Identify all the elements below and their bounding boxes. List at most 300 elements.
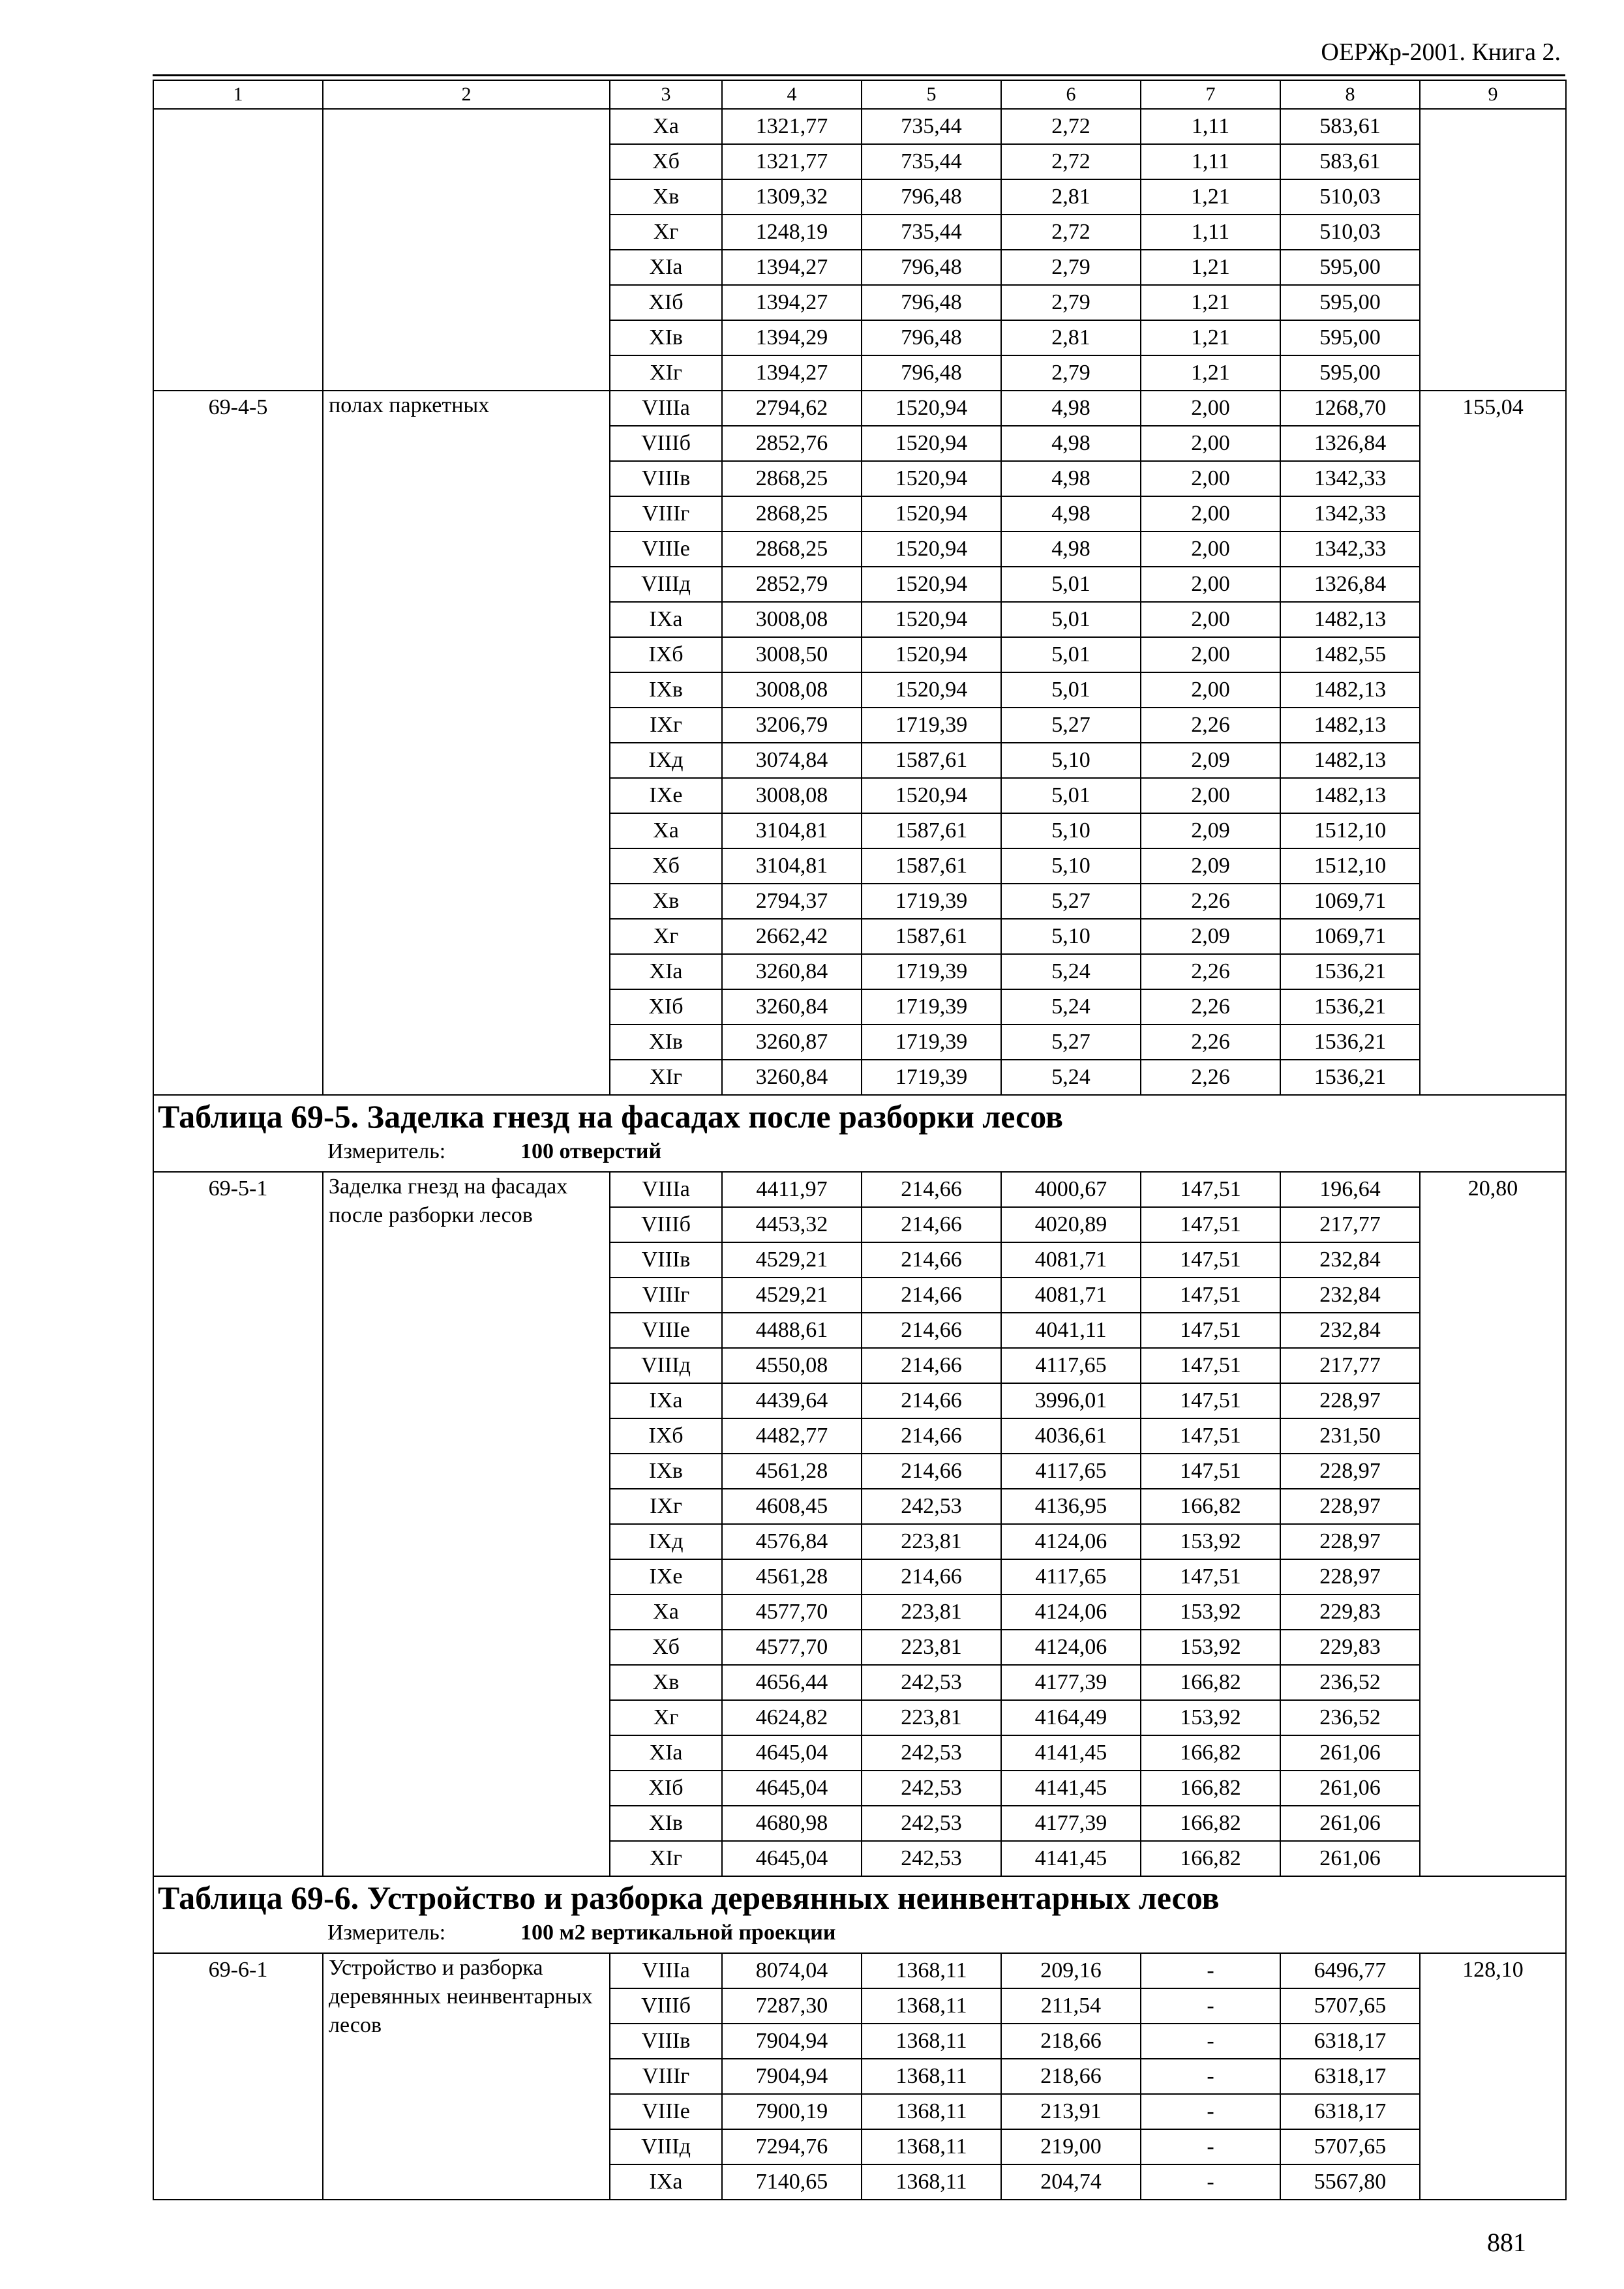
labor-hours: 20,80 (1420, 1172, 1566, 1876)
material-costs: 1482,13 (1280, 672, 1420, 708)
unit-label: Измеритель: (327, 1139, 446, 1163)
machine-costs: 4117,65 (1001, 1454, 1141, 1489)
running-header: ОЕРЖр-2001. Книга 2. (1321, 38, 1561, 66)
machine-costs: 5,10 (1001, 743, 1141, 778)
machinist-wages: 2,09 (1141, 743, 1280, 778)
column-number: 8 (1280, 80, 1420, 109)
direct-costs: 4561,28 (722, 1454, 862, 1489)
machinist-wages: - (1141, 1953, 1280, 1988)
worker-wages: 1719,39 (862, 954, 1001, 989)
direct-costs: 3206,79 (722, 708, 862, 743)
column-number: 6 (1001, 80, 1141, 109)
material-costs: 1326,84 (1280, 426, 1420, 461)
price-table (153, 80, 1567, 2200)
material-costs: 236,52 (1280, 1700, 1420, 1735)
column-number: 7 (1141, 80, 1280, 109)
worker-wages: 214,66 (862, 1207, 1001, 1242)
direct-costs: 3008,08 (722, 602, 862, 637)
page-number: 881 (1487, 2228, 1526, 2257)
material-costs: 1512,10 (1280, 813, 1420, 848)
material-costs: 232,84 (1280, 1313, 1420, 1348)
machine-costs: 4000,67 (1001, 1172, 1141, 1207)
worker-wages: 1520,94 (862, 531, 1001, 567)
machinist-wages: 147,51 (1141, 1278, 1280, 1313)
worker-wages: 223,81 (862, 1630, 1001, 1665)
region-code: IXa (610, 1383, 722, 1418)
machinist-wages: 166,82 (1141, 1771, 1280, 1806)
material-costs: 228,97 (1280, 1454, 1420, 1489)
worker-wages: 1368,11 (862, 2164, 1001, 2200)
direct-costs: 4529,21 (722, 1242, 862, 1278)
material-costs: 236,52 (1280, 1665, 1420, 1700)
table-row (153, 391, 1566, 426)
machinist-wages: 1,21 (1141, 250, 1280, 285)
material-costs: 1536,21 (1280, 989, 1420, 1025)
machinist-wages: 2,00 (1141, 567, 1280, 602)
worker-wages: 1587,61 (862, 919, 1001, 954)
machine-costs: 5,24 (1001, 1060, 1141, 1095)
worker-wages: 796,48 (862, 320, 1001, 355)
material-costs: 228,97 (1280, 1559, 1420, 1594)
table-row (153, 1172, 1566, 1207)
material-costs: 1482,13 (1280, 743, 1420, 778)
machine-costs: 5,01 (1001, 637, 1141, 672)
labor-hours (1420, 109, 1566, 391)
machine-costs: 218,66 (1001, 2059, 1141, 2094)
material-costs: 1342,33 (1280, 531, 1420, 567)
direct-costs: 3104,81 (722, 848, 862, 884)
worker-wages: 1368,11 (862, 2129, 1001, 2164)
material-costs: 583,61 (1280, 144, 1420, 179)
region-code: VIIIa (610, 1953, 722, 1988)
column-number-row (153, 80, 1566, 109)
machine-costs: 4020,89 (1001, 1207, 1141, 1242)
direct-costs: 7904,94 (722, 2059, 862, 2094)
direct-costs: 2868,25 (722, 496, 862, 531)
region-code: XIг (610, 355, 722, 391)
worker-wages: 1368,11 (862, 2024, 1001, 2059)
machinist-wages: 2,26 (1141, 989, 1280, 1025)
worker-wages: 1520,94 (862, 672, 1001, 708)
direct-costs: 2868,25 (722, 461, 862, 496)
material-costs: 1482,13 (1280, 602, 1420, 637)
worker-wages: 214,66 (862, 1418, 1001, 1454)
machine-costs: 2,79 (1001, 250, 1141, 285)
region-code: IXa (610, 2164, 722, 2200)
material-costs: 228,97 (1280, 1524, 1420, 1559)
region-code: VIIIв (610, 461, 722, 496)
direct-costs: 3074,84 (722, 743, 862, 778)
machine-costs: 2,79 (1001, 355, 1141, 391)
machine-costs: 4041,11 (1001, 1313, 1141, 1348)
material-costs: 232,84 (1280, 1242, 1420, 1278)
direct-costs: 3260,84 (722, 954, 862, 989)
machinist-wages: - (1141, 2059, 1280, 2094)
machinist-wages: 166,82 (1141, 1665, 1280, 1700)
direct-costs: 1394,27 (722, 250, 862, 285)
region-code: VIIIe (610, 1313, 722, 1348)
region-code: XIб (610, 285, 722, 320)
material-costs: 5707,65 (1280, 2129, 1420, 2164)
section-header-row (153, 1876, 1566, 1953)
region-code: VIIIe (610, 531, 722, 567)
machine-costs: 4124,06 (1001, 1524, 1141, 1559)
machinist-wages: 147,51 (1141, 1559, 1280, 1594)
table-body (153, 80, 1566, 2200)
machinist-wages: 153,92 (1141, 1630, 1280, 1665)
region-code: VIIIa (610, 1172, 722, 1207)
region-code: IXб (610, 637, 722, 672)
material-costs: 1342,33 (1280, 496, 1420, 531)
worker-wages: 1520,94 (862, 496, 1001, 531)
machinist-wages: - (1141, 1988, 1280, 2024)
material-costs: 1536,21 (1280, 1025, 1420, 1060)
machine-costs: 2,81 (1001, 320, 1141, 355)
worker-wages: 1587,61 (862, 848, 1001, 884)
machinist-wages: 147,51 (1141, 1242, 1280, 1278)
direct-costs: 4561,28 (722, 1559, 862, 1594)
direct-costs: 3008,50 (722, 637, 862, 672)
direct-costs: 4482,77 (722, 1418, 862, 1454)
region-code: XIб (610, 1771, 722, 1806)
direct-costs: 4576,84 (722, 1524, 862, 1559)
machinist-wages: 166,82 (1141, 1841, 1280, 1876)
machinist-wages: 2,00 (1141, 391, 1280, 426)
worker-wages: 242,53 (862, 1771, 1001, 1806)
region-code: Xб (610, 1630, 722, 1665)
machine-costs: 2,72 (1001, 215, 1141, 250)
rate-code: 69-6-1 (153, 1953, 323, 2200)
worker-wages: 242,53 (862, 1489, 1001, 1524)
material-costs: 232,84 (1280, 1278, 1420, 1313)
column-number: 3 (610, 80, 722, 109)
material-costs: 6318,17 (1280, 2024, 1420, 2059)
machinist-wages: 2,00 (1141, 531, 1280, 567)
machinist-wages: 2,00 (1141, 672, 1280, 708)
machinist-wages: 1,11 (1141, 109, 1280, 144)
material-costs: 1536,21 (1280, 1060, 1420, 1095)
column-number: 9 (1420, 80, 1566, 109)
machinist-wages: 2,00 (1141, 496, 1280, 531)
machine-costs: 4141,45 (1001, 1771, 1141, 1806)
worker-wages: 1520,94 (862, 426, 1001, 461)
machinist-wages: 2,00 (1141, 602, 1280, 637)
direct-costs: 4488,61 (722, 1313, 862, 1348)
worker-wages: 1368,11 (862, 2094, 1001, 2129)
machine-costs: 4117,65 (1001, 1348, 1141, 1383)
region-code: IXб (610, 1418, 722, 1454)
machinist-wages: 153,92 (1141, 1524, 1280, 1559)
machinist-wages: 147,51 (1141, 1313, 1280, 1348)
region-code: IXг (610, 1489, 722, 1524)
worker-wages: 242,53 (862, 1665, 1001, 1700)
direct-costs: 4550,08 (722, 1348, 862, 1383)
machinist-wages: 166,82 (1141, 1489, 1280, 1524)
machinist-wages: 1,21 (1141, 355, 1280, 391)
worker-wages: 214,66 (862, 1278, 1001, 1313)
machine-costs: 5,01 (1001, 602, 1141, 637)
machine-costs: 4164,49 (1001, 1700, 1141, 1735)
direct-costs: 1309,32 (722, 179, 862, 215)
machinist-wages: - (1141, 2094, 1280, 2129)
region-code: VIIIв (610, 1242, 722, 1278)
machinist-wages: 2,26 (1141, 1025, 1280, 1060)
rate-code (153, 109, 323, 391)
worker-wages: 223,81 (862, 1594, 1001, 1630)
material-costs: 510,03 (1280, 179, 1420, 215)
worker-wages: 796,48 (862, 355, 1001, 391)
region-code: VIIIa (610, 391, 722, 426)
region-code: Xб (610, 848, 722, 884)
material-costs: 5707,65 (1280, 1988, 1420, 2024)
section-header (153, 1876, 1566, 1953)
direct-costs: 7294,76 (722, 2129, 862, 2164)
machinist-wages: 147,51 (1141, 1172, 1280, 1207)
region-code: VIIIг (610, 496, 722, 531)
direct-costs: 4453,32 (722, 1207, 862, 1242)
region-code: XIв (610, 1806, 722, 1841)
worker-wages: 1587,61 (862, 813, 1001, 848)
worker-wages: 1368,11 (862, 1988, 1001, 2024)
worker-wages: 1719,39 (862, 1025, 1001, 1060)
machinist-wages: 2,26 (1141, 884, 1280, 919)
material-costs: 1069,71 (1280, 919, 1420, 954)
region-code: VIIIб (610, 426, 722, 461)
machinist-wages: 147,51 (1141, 1454, 1280, 1489)
machinist-wages: 1,11 (1141, 144, 1280, 179)
machine-costs: 4,98 (1001, 426, 1141, 461)
machine-costs: 4081,71 (1001, 1278, 1141, 1313)
work-description: Заделка гнезд на фасадах после разборки лесов (323, 1172, 610, 1876)
worker-wages: 796,48 (862, 285, 1001, 320)
measurement-unit (154, 1139, 1565, 1165)
machine-costs: 4177,39 (1001, 1665, 1141, 1700)
region-code: VIIIг (610, 1278, 722, 1313)
column-number: 5 (862, 80, 1001, 109)
machine-costs: 211,54 (1001, 1988, 1141, 2024)
material-costs: 1482,13 (1280, 778, 1420, 813)
machinist-wages: 2,09 (1141, 919, 1280, 954)
direct-costs: 4624,82 (722, 1700, 862, 1735)
region-code: IXг (610, 708, 722, 743)
machine-costs: 4124,06 (1001, 1630, 1141, 1665)
machine-costs: 4117,65 (1001, 1559, 1141, 1594)
machine-costs: 4124,06 (1001, 1594, 1141, 1630)
machine-costs: 204,74 (1001, 2164, 1141, 2200)
machinist-wages: 2,00 (1141, 778, 1280, 813)
worker-wages: 735,44 (862, 215, 1001, 250)
direct-costs: 4529,21 (722, 1278, 862, 1313)
machinist-wages: 2,09 (1141, 848, 1280, 884)
direct-costs: 7900,19 (722, 2094, 862, 2129)
worker-wages: 214,66 (862, 1348, 1001, 1383)
material-costs: 1342,33 (1280, 461, 1420, 496)
column-number: 2 (323, 80, 610, 109)
machine-costs: 4141,45 (1001, 1841, 1141, 1876)
region-code: IXд (610, 1524, 722, 1559)
section-header-row (153, 1095, 1566, 1172)
machinist-wages: 166,82 (1141, 1735, 1280, 1771)
region-code: VIIIв (610, 2024, 722, 2059)
material-costs: 595,00 (1280, 355, 1420, 391)
worker-wages: 1719,39 (862, 989, 1001, 1025)
machine-costs: 4,98 (1001, 461, 1141, 496)
direct-costs: 7140,65 (722, 2164, 862, 2200)
direct-costs: 7287,30 (722, 1988, 862, 2024)
material-costs: 1536,21 (1280, 954, 1420, 989)
worker-wages: 1719,39 (862, 708, 1001, 743)
worker-wages: 1520,94 (862, 602, 1001, 637)
region-code: XIв (610, 1025, 722, 1060)
material-costs: 595,00 (1280, 250, 1420, 285)
region-code: XIб (610, 989, 722, 1025)
machine-costs: 4,98 (1001, 391, 1141, 426)
direct-costs: 4439,64 (722, 1383, 862, 1418)
material-costs: 510,03 (1280, 215, 1420, 250)
machinist-wages: 166,82 (1141, 1806, 1280, 1841)
worker-wages: 242,53 (862, 1735, 1001, 1771)
labor-hours: 128,10 (1420, 1953, 1566, 2200)
machinist-wages: 1,11 (1141, 215, 1280, 250)
direct-costs: 2852,76 (722, 426, 862, 461)
machine-costs: 5,01 (1001, 778, 1141, 813)
machine-costs: 3996,01 (1001, 1383, 1141, 1418)
machine-costs: 5,27 (1001, 884, 1141, 919)
machine-costs: 2,79 (1001, 285, 1141, 320)
machine-costs: 2,72 (1001, 144, 1141, 179)
section-title: Таблица 69-5. Заделка гнезд на фасадах после разборки лесов (158, 1098, 1064, 1135)
machinist-wages: 147,51 (1141, 1348, 1280, 1383)
unit-value: 100 м2 вертикальной проекции (520, 1921, 836, 1945)
region-code: Xa (610, 813, 722, 848)
machinist-wages: 1,21 (1141, 179, 1280, 215)
region-code: VIIIб (610, 1988, 722, 2024)
measurement-unit (154, 1920, 1565, 1946)
direct-costs: 1394,29 (722, 320, 862, 355)
region-code: XIв (610, 320, 722, 355)
worker-wages: 214,66 (862, 1172, 1001, 1207)
direct-costs: 4577,70 (722, 1630, 862, 1665)
worker-wages: 735,44 (862, 144, 1001, 179)
material-costs: 6496,77 (1280, 1953, 1420, 1988)
worker-wages: 1520,94 (862, 461, 1001, 496)
region-code: Xв (610, 179, 722, 215)
section-header (153, 1095, 1566, 1172)
machine-costs: 5,24 (1001, 989, 1141, 1025)
material-costs: 229,83 (1280, 1630, 1420, 1665)
direct-costs: 8074,04 (722, 1953, 862, 1988)
machinist-wages: - (1141, 2164, 1280, 2200)
machine-costs: 209,16 (1001, 1953, 1141, 1988)
region-code: XIa (610, 954, 722, 989)
machinist-wages: 2,00 (1141, 426, 1280, 461)
direct-costs: 2852,79 (722, 567, 862, 602)
region-code: IXд (610, 743, 722, 778)
direct-costs: 7904,94 (722, 2024, 862, 2059)
worker-wages: 1719,39 (862, 1060, 1001, 1095)
table-row (153, 109, 1566, 144)
work-description: полах паркетных (323, 391, 610, 1095)
material-costs: 1512,10 (1280, 848, 1420, 884)
direct-costs: 4411,97 (722, 1172, 862, 1207)
rate-code: 69-5-1 (153, 1172, 323, 1876)
machine-costs: 5,27 (1001, 708, 1141, 743)
direct-costs: 2794,62 (722, 391, 862, 426)
direct-costs: 4577,70 (722, 1594, 862, 1630)
machinist-wages: 1,21 (1141, 320, 1280, 355)
machine-costs: 5,01 (1001, 567, 1141, 602)
material-costs: 231,50 (1280, 1418, 1420, 1454)
region-code: XIa (610, 250, 722, 285)
direct-costs: 1321,77 (722, 144, 862, 179)
labor-hours: 155,04 (1420, 391, 1566, 1095)
machine-costs: 219,00 (1001, 2129, 1141, 2164)
machine-costs: 5,10 (1001, 813, 1141, 848)
material-costs: 1268,70 (1280, 391, 1420, 426)
worker-wages: 735,44 (862, 109, 1001, 144)
region-code: Xг (610, 1700, 722, 1735)
machine-costs: 4141,45 (1001, 1735, 1141, 1771)
machinist-wages: 2,00 (1141, 637, 1280, 672)
machinist-wages: 147,51 (1141, 1383, 1280, 1418)
direct-costs: 3104,81 (722, 813, 862, 848)
machine-costs: 5,27 (1001, 1025, 1141, 1060)
direct-costs: 4680,98 (722, 1806, 862, 1841)
worker-wages: 242,53 (862, 1841, 1001, 1876)
region-code: VIIIб (610, 1207, 722, 1242)
material-costs: 1482,55 (1280, 637, 1420, 672)
region-code: Xa (610, 109, 722, 144)
direct-costs: 3260,84 (722, 989, 862, 1025)
direct-costs: 4608,45 (722, 1489, 862, 1524)
machinist-wages: 1,21 (1141, 285, 1280, 320)
region-code: VIIIд (610, 567, 722, 602)
machinist-wages: - (1141, 2024, 1280, 2059)
region-code: VIIIe (610, 2094, 722, 2129)
material-costs: 1482,13 (1280, 708, 1420, 743)
material-costs: 228,97 (1280, 1383, 1420, 1418)
region-code: Xб (610, 144, 722, 179)
machine-costs: 5,24 (1001, 954, 1141, 989)
material-costs: 583,61 (1280, 109, 1420, 144)
machine-costs: 5,10 (1001, 848, 1141, 884)
machine-costs: 213,91 (1001, 2094, 1141, 2129)
work-description: Устройство и разборка деревянных неинвентарных лесов (323, 1953, 610, 2200)
worker-wages: 214,66 (862, 1313, 1001, 1348)
direct-costs: 3260,84 (722, 1060, 862, 1095)
material-costs: 1069,71 (1280, 884, 1420, 919)
table-row (153, 1953, 1566, 1988)
material-costs: 595,00 (1280, 285, 1420, 320)
worker-wages: 1520,94 (862, 637, 1001, 672)
worker-wages: 214,66 (862, 1383, 1001, 1418)
direct-costs: 4656,44 (722, 1665, 862, 1700)
worker-wages: 223,81 (862, 1700, 1001, 1735)
direct-costs: 3008,08 (722, 672, 862, 708)
direct-costs: 3008,08 (722, 778, 862, 813)
machinist-wages: 2,00 (1141, 461, 1280, 496)
machine-costs: 4036,61 (1001, 1418, 1141, 1454)
machine-costs: 4136,95 (1001, 1489, 1141, 1524)
worker-wages: 796,48 (862, 179, 1001, 215)
region-code: VIIIд (610, 2129, 722, 2164)
region-code: Xг (610, 919, 722, 954)
worker-wages: 1368,11 (862, 2059, 1001, 2094)
region-code: XIa (610, 1735, 722, 1771)
machinist-wages: 147,51 (1141, 1418, 1280, 1454)
region-code: IXв (610, 672, 722, 708)
material-costs: 6318,17 (1280, 2094, 1420, 2129)
